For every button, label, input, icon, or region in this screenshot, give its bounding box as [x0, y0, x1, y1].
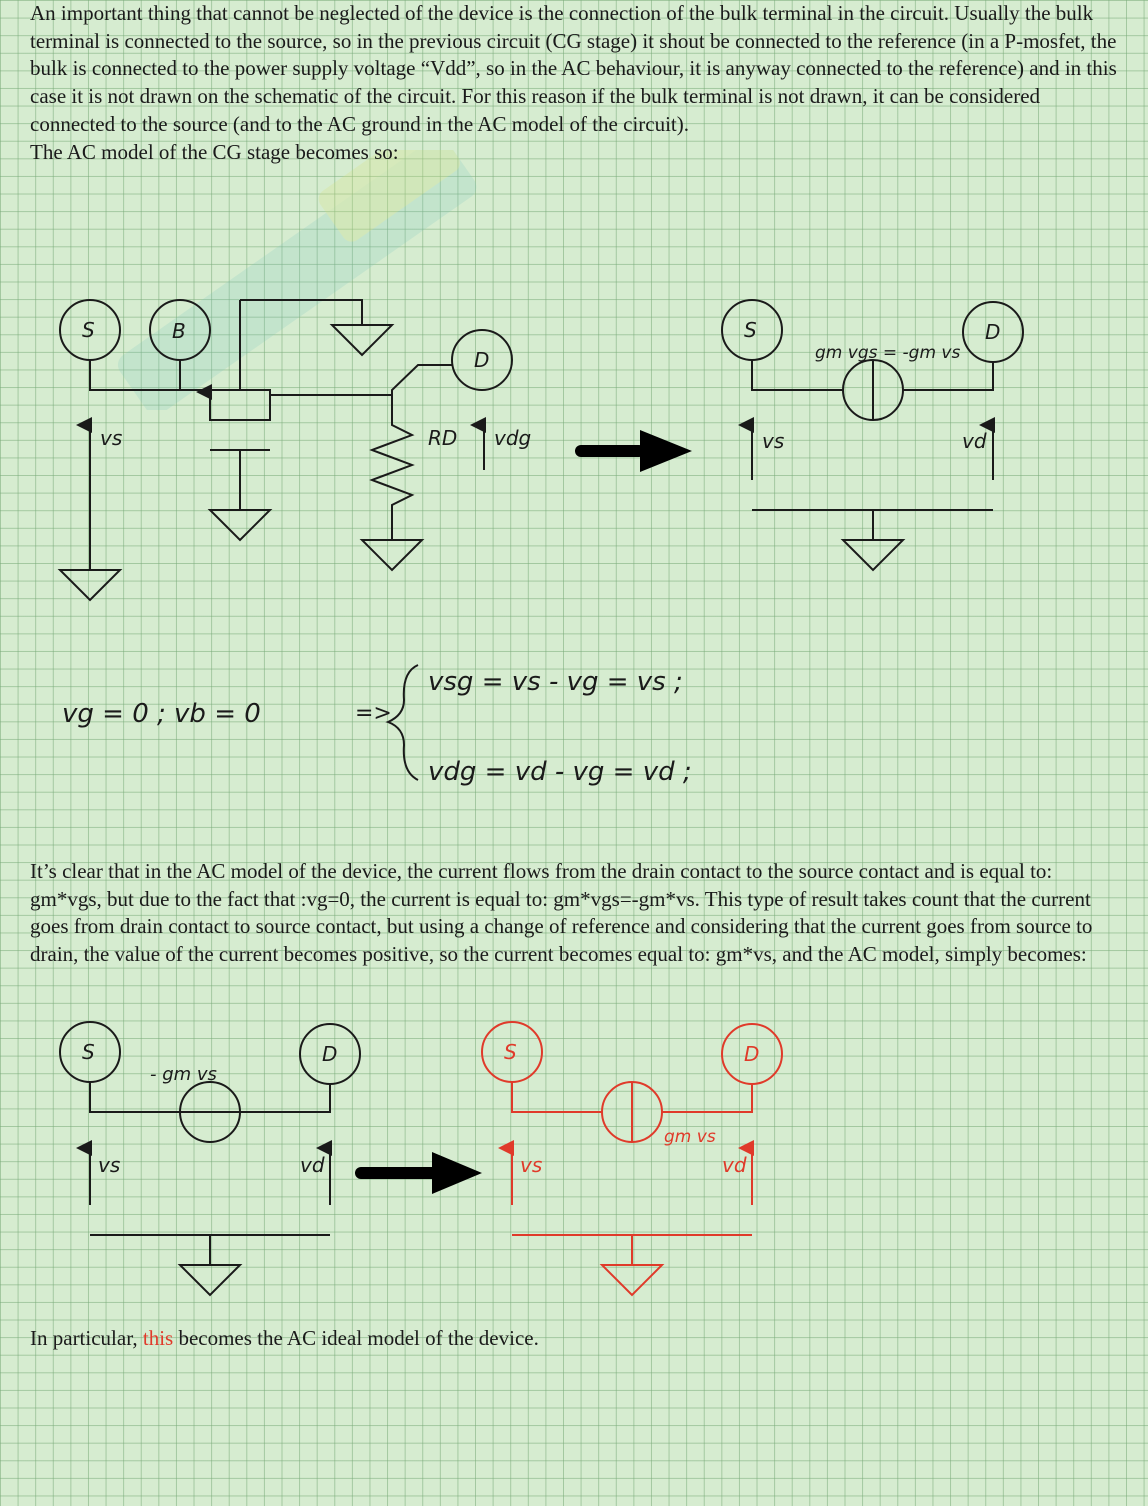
fig3-gen-label: - gm vs [150, 1064, 217, 1085]
intro-text: An important thing that cannot be neglected of the device is the connection of the bulk terminal in the circuit. Usually the bulk terminal is connected to the source, so in the previous circuit (CG stage) it shout be connected to the reference (in a P-mosfet, the bulk is connected to the power supply voltage “Vdd”, so in the AC behaviour, it is anyway connected to the reference) and in this case it is not drawn on the schematic of the circuit. For this reason if the bulk terminal is not drawn, it can be considered connected to the source (and to the AC ground in the AC model of the circuit). [30, 1, 1117, 136]
fig4-vd-label: vd [722, 1153, 747, 1177]
explanation-text: It’s clear that in the AC model of the device, the current flows from the drain contact to the source contact and is equal to: gm*vgs, but due to the fact that :vg=0, the current is equal to: gm*vgs=-gm*vs. This type of result takes count that the current goes from drain contact to source contact, but using a change of reference and considering that the current goes from source to drain, the value of the current becomes positive, so the current becomes equal to: gm*vs, and the AC model, simply becomes: [30, 859, 1093, 967]
conclusion-text-after: becomes the AC ideal model of the device. [173, 1326, 539, 1350]
fig1-vs-label: vs [100, 426, 123, 450]
fig3-source-label: S [82, 1040, 95, 1064]
fig2-vs-label: vs [762, 429, 785, 453]
fig2-source-label: S [744, 318, 757, 342]
fig4-gen-label: gm vs [664, 1127, 716, 1147]
fig4-source-label: S [504, 1040, 517, 1064]
transform-arrow-2 [355, 1152, 482, 1194]
conclusion-highlight: this [142, 1326, 174, 1350]
fig4-vs-label: vs [520, 1153, 543, 1177]
fig1-vdg-label: vdg [494, 426, 532, 450]
brace [388, 665, 418, 780]
transform-arrow [575, 430, 692, 472]
fig1-drain-label: D [474, 348, 490, 372]
fig1-source-label: S [82, 318, 95, 342]
eq-vsg: vsg = vs - vg = vs ; [428, 667, 683, 697]
fig2-gen-label: gm vgs = -gm vs [815, 343, 961, 363]
figure-cg-stage [60, 300, 512, 600]
fig3-drain-label: D [322, 1042, 338, 1066]
eq-vdg: vdg = vd - vg = vd ; [428, 757, 692, 787]
fig2-drain-label: D [985, 320, 1001, 344]
fig4-drain-label: D [744, 1042, 760, 1066]
fig3-vd-label: vd [300, 1153, 325, 1177]
intro-text-lead: The AC model of the CG stage becomes so: [30, 139, 399, 164]
conclusion-paragraph [30, 1325, 1120, 1353]
fig1-bulk-label: B [172, 319, 186, 343]
eq-implies: => [355, 701, 392, 726]
explanation-paragraph [30, 858, 1120, 969]
fig1-rd-label: RD [428, 426, 458, 450]
conclusion-text-before: In particular, [30, 1326, 143, 1350]
fig2-vd-label: vd [962, 429, 987, 453]
fig3-vs-label: vs [98, 1153, 121, 1177]
eq-left: vg = 0 ; vb = 0 [62, 699, 261, 729]
